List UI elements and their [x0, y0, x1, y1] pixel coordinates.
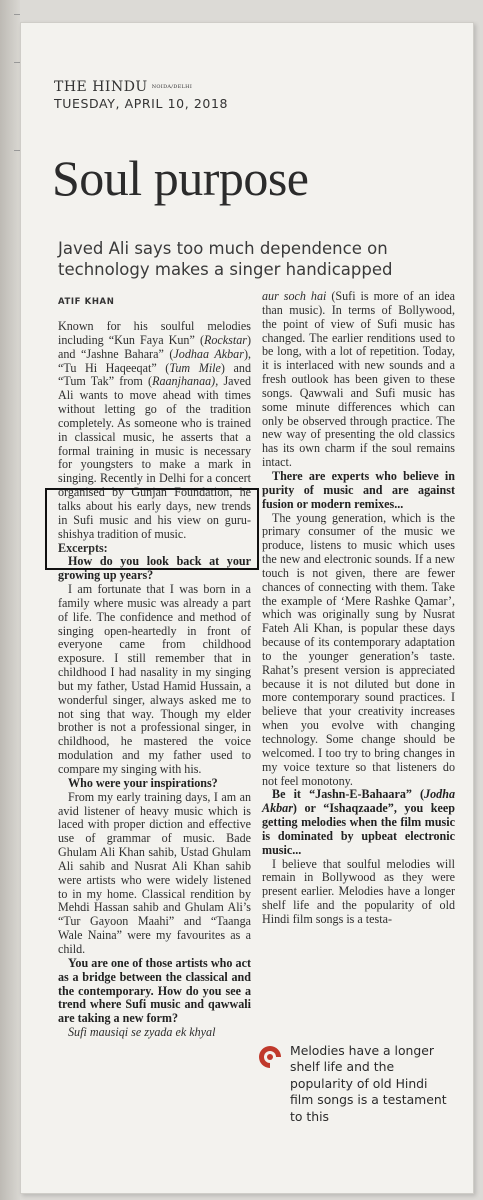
dateline: TUESDAY, APRIL 10, 2018 [54, 96, 229, 111]
pull-quote-text: Melodies have a longer shelf life and the popularity of old Hindi film songs is a testament to this [290, 1043, 447, 1124]
interview-question [58, 555, 251, 583]
body-paragraph [262, 512, 455, 789]
body-paragraph [262, 858, 455, 927]
text-run: Sufi mausiqi se zyada ek khyal [68, 1025, 216, 1040]
interview-question [58, 777, 251, 791]
edge-rule [14, 14, 20, 15]
text-run: Raanjhanaa), [152, 374, 219, 389]
quote-icon [258, 1045, 282, 1069]
newspaper-page-edge [0, 0, 20, 1200]
headline: Soul purpose [52, 150, 309, 206]
text-run: The young generation, which is the primary consumer of the music we produce, listens to music which uses the new and electronic sounds. If a new touch is not given, there are fewer chances of connecting with them. Take the example of ‘Mere Rashke Qamar’, which was originally sung by Nusrat Fateh Ali Khan, is popular these days because of its contemporary adaptation to the younger generation’s taste. Rahat’s present version is appreciated because it is not diluted but done in more contemporary sound practices. I believe that your creativity increases when you evolve with changing technology. Some change should be welcomed. I too try to bring changes in my voice texture so that listeners do not feel monotony. [262, 510, 455, 788]
text-run: aur soch hai [262, 289, 327, 303]
body-paragraph [58, 583, 251, 777]
edition-label: NOIDA/DELHI [151, 84, 193, 90]
text-run: There are experts who believe in purity of music and are against fusion or modern remixes... [262, 468, 455, 511]
text-run: Tum Mile [169, 360, 221, 375]
body-paragraph [58, 320, 251, 542]
text-run: ) and “Jashne Bahara” ( [58, 332, 251, 361]
interview-question [262, 788, 455, 857]
text-run: You are one of those artists who act as a bridge between the classical and the contemporary. How do you see a trend where Sufi music and qawwali are taking a new form? [58, 955, 251, 1026]
text-run: Excerpts: [58, 540, 108, 555]
text-run: ), “Tu Hi Haqeeqat” ( [58, 346, 251, 375]
text-run: ) or “Ishaqzaade”, you keep getting melodies when the film music is dominated by upbeat electronic music... [262, 801, 455, 857]
body-paragraph [58, 1026, 251, 1040]
body-paragraph [58, 791, 251, 957]
text-run: Rockstar [203, 332, 247, 347]
text-run: How do you look back at your growing up years? [58, 554, 251, 583]
excerpts-label [58, 542, 251, 556]
standfirst: Javed Ali says too much dependence on technology makes a singer handicapped [58, 239, 393, 279]
text-run: Jodha Akbar [262, 787, 455, 816]
paper-name: THE HINDU [54, 79, 148, 95]
text-run: I believe that soulful melodies will remain in Bollywood as they were present earlier. Melodies have a longer shelf life and the popularity of old Hindi film songs is a testa- [262, 856, 455, 926]
text-run: I am fortunate that I was born in a family where music was already a part of life. The confidence and method of singing open-heartedly in front of everyone came from childhood exposure. I still remember that in childhood I had nasality in my singing but my father, Ustad Hamid Hussain, a wonderful singer, always asked me to not sing that way. Though my elder brother is not a professional singer, in childhood, he mastered the voice modulation and my father used to compare my singing with his. [58, 582, 251, 776]
text-run: Who were your inspirations? [68, 775, 218, 790]
article-column-1 [58, 320, 251, 1040]
text-run: ) and “Tum Tak” from ( [58, 360, 251, 389]
interview-question [58, 957, 251, 1026]
text-run: Javed Ali wants to move ahead with times without letting go of the tradition completely. As someone who is trained in classical music, he asserts that a formal training in music is necessary for youngsters to make a mark in singing. Recently in Delhi for a concert organised by Gunjan Foundation, he talks about his early days, new trends in Sufi music and his view on guru-shishya tradition of music. [58, 374, 251, 541]
byline: ATIF KHAN [58, 297, 115, 307]
text-run: Be it “Jashn-E-Bahaara” ( [272, 787, 425, 802]
text-run: Known for his soulful melodies including “Kun Faya Kun” ( [58, 319, 251, 347]
body-paragraph [262, 290, 455, 470]
interview-question [262, 470, 455, 512]
article-column-2 [262, 290, 455, 927]
text-run: Jodhaa Akbar [173, 346, 244, 361]
masthead [54, 79, 192, 95]
text-run: (Sufi is more of an idea than music). In terms of Bollywood, the point of view of Sufi music has changed. The earlier renditions used to be long, with a lot of repetition. Today, it is interlaced with new sounds and a fresh outlook has been given to these songs. Qawwali and Sufi music has some minute differences which can only be observed through practice. The new way of presenting the old classics has its own charm if the soul remains intact. [262, 289, 456, 470]
text-run: From my early training days, I am an avid listener of heavy music which is laced with proper diction and effective use of grammar of music. Bade Ghulam Ali Khan sahib, Ustad Ghulam Ali sahib and Nusrat Ali Khan sahib were artists who were widely listened to in my home. Classical rendition by Mehdi Hassan sahib and Ghulam Ali’s “Tur Gayoon Maahi” and “Taanga Wale Naina” were my favourites as a child. [58, 789, 251, 956]
